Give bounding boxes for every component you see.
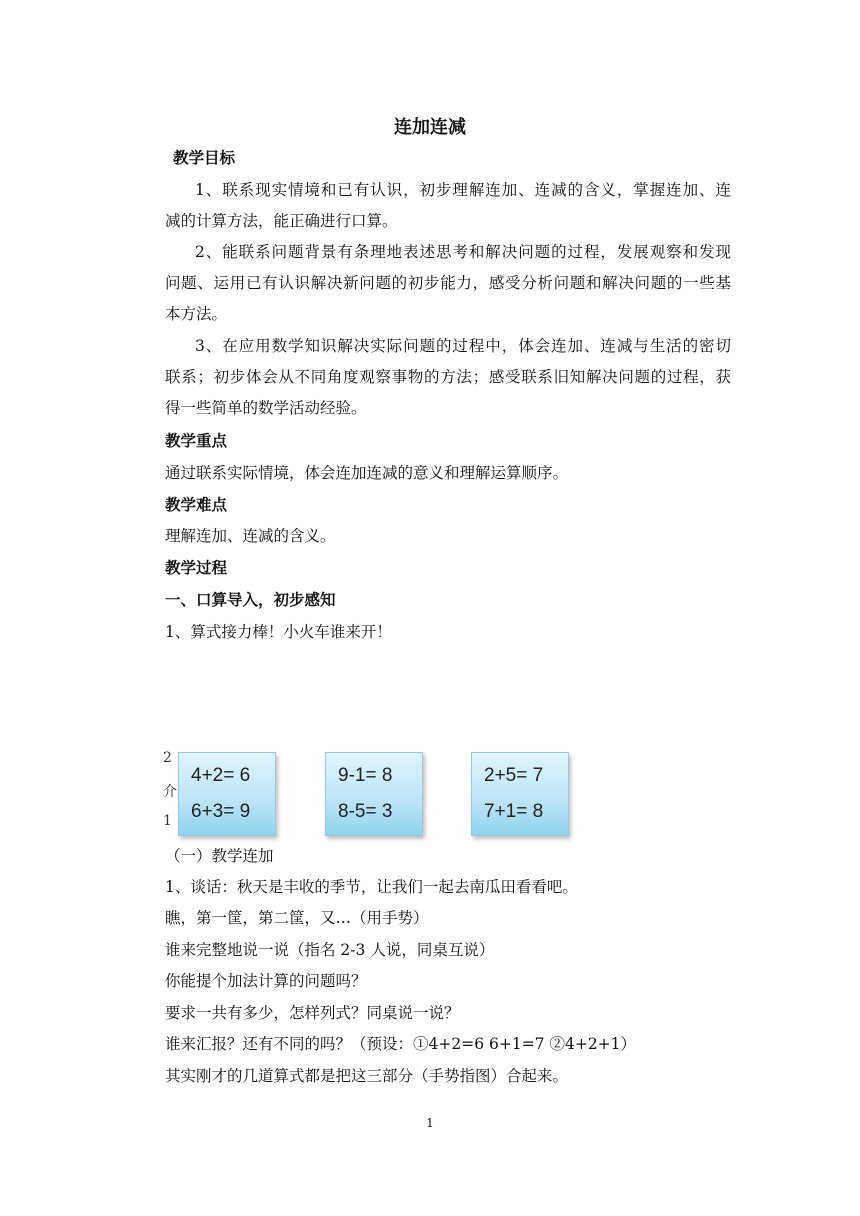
- difficulty-heading: 教学难点: [165, 496, 228, 514]
- objective-3: [165, 331, 731, 424]
- key-point-text: 通过联系实际情境，体会连加连减的意义和理解运算顺序。: [165, 464, 569, 482]
- lesson-line: 要求一共有多少，怎样列式？同桌说一说？: [165, 1004, 460, 1022]
- equation-card: [325, 752, 423, 836]
- objective-3-line-3: 得一些简单的数学活动经验。: [165, 399, 367, 417]
- key-point-heading: 教学重点: [165, 432, 228, 450]
- objective-3-line-2: 联系；初步体会从不同角度观察事物的方法；感受联系旧知解决问题的过程，获: [165, 368, 731, 386]
- objective-2: [165, 237, 731, 330]
- objective-2-line-2: 问题、运用已有认识解决新问题的初步能力，感受分析问题和解决问题的一些基: [165, 274, 731, 292]
- equation: 9-1= 8: [338, 765, 393, 786]
- equation: 4+2= 6: [191, 765, 251, 786]
- difficulty-text: 理解连加、连减的含义。: [165, 527, 336, 545]
- hidden-fragment: 2: [163, 750, 172, 766]
- lesson-line: 你能提个加法计算的问题吗？: [165, 972, 367, 990]
- lesson-line: 1、谈话：秋天是丰收的季节，让我们一起去南瓜田看看吧。: [165, 878, 578, 896]
- equation: 2+5= 7: [484, 765, 544, 786]
- equation-card: [178, 752, 276, 836]
- objective-1-line-2: 减的计算方法，能正确进行口算。: [165, 212, 398, 230]
- objective-3-line-1: 3、在应用数学知识解决实际问题的过程中，体会连加、连减与生活的密切: [195, 337, 731, 355]
- equation: 7+1= 8: [484, 801, 544, 822]
- hidden-fragment: 介: [163, 784, 177, 800]
- page-number: 1: [426, 1116, 434, 1130]
- equation: 8-5= 3: [338, 801, 393, 822]
- section-1-heading: 一、口算导入，初步感知: [165, 591, 336, 609]
- objective-1-line-1: 1、联系现实情境和已有认识，初步理解连加、连减的含义，掌握连加、连: [195, 181, 731, 199]
- equation: 6+3= 9: [191, 801, 251, 822]
- objective-1: [165, 175, 731, 237]
- lesson-line: 谁来完整地说一说（指名 2-3 人说，同桌互说）: [165, 941, 495, 959]
- lesson-line: 其实刚才的几道算式都是把这三部分（手势指图）合起来。: [165, 1067, 569, 1085]
- hidden-fragment: 1: [163, 813, 172, 829]
- lesson-line: 瞧，第一筐，第二筐，又…（用手势）: [165, 909, 429, 927]
- equation-card: [471, 752, 569, 836]
- objective-2-line-3: 本方法。: [165, 305, 228, 323]
- process-heading: 教学过程: [165, 559, 228, 577]
- page-title: 连加连减: [394, 117, 466, 138]
- step-1-text: 1、算式接力棒！小火车谁来开！: [165, 623, 392, 641]
- subsection-heading: （一）教学连加: [165, 847, 274, 865]
- objective-2-line-1: 2、能联系问题背景有条理地表述思考和解决问题的过程，发展观察和发现: [195, 243, 731, 261]
- objectives-heading: 教学目标: [173, 149, 236, 167]
- lesson-line: 谁来汇报？还有不同的吗？（预设：①4+2=6 6+1=7 ②4+2+1）: [165, 1035, 637, 1053]
